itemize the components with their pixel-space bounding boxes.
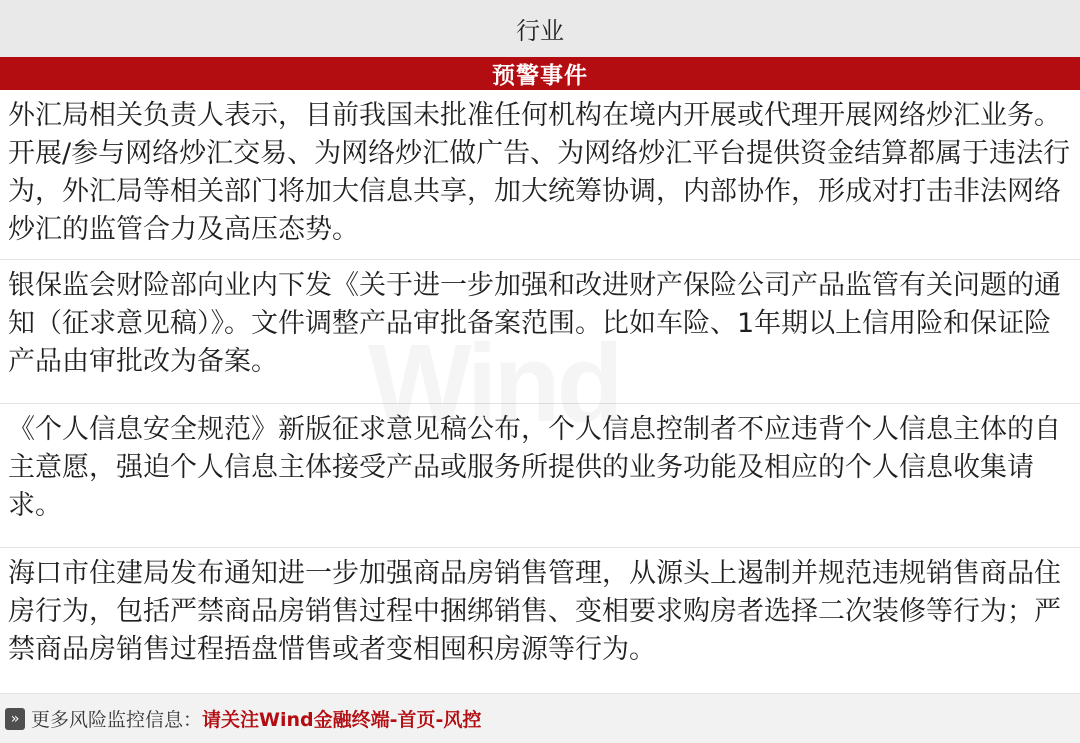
event-item: 海口市住建局发布通知进一步加强商品房销售管理，从源头上遏制并规范违规销售商品住房行为，包括严禁商品房销售过程中捆绑销售、变相要求购房者选择二次装修等行为；严禁商品房销售过程捂盘惜售或者变相囤积房源等行为。 — [0, 548, 1080, 694]
double-chevron-right-icon: » — [5, 708, 25, 730]
page-header — [0, 0, 1080, 57]
event-item: 《个人信息安全规范》新版征求意见稿公布，个人信息控制者不应违背个人信息主体的自主意愿，强迫个人信息主体接受产品或服务所提供的业务功能及相应的个人信息收集请求。 — [0, 404, 1080, 548]
page-title: 行业 — [516, 17, 564, 45]
section-title: 预警事件 — [492, 63, 588, 89]
footer-label: 更多风险监控信息： — [31, 709, 203, 731]
footer-link[interactable]: 请关注Wind金融终端-首页-风控 — [202, 709, 482, 731]
event-item: 银保监会财险部向业内下发《关于进一步加强和改进财产保险公司产品监管有关问题的通知（征求意见稿）》。文件调整产品审批备案范围。比如车险、1年期以上信用险和保证险产品由审批改为备案。 — [0, 260, 1080, 404]
footer-bar — [0, 694, 1080, 743]
event-item: 外汇局相关负责人表示，目前我国未批准任何机构在境内开展或代理开展网络炒汇业务。开展/参与网络炒汇交易、为网络炒汇做广告、为网络炒汇平台提供资金结算都属于违法行为，外汇局等相关部门将加大信息共享，加大统筹协调，内部协作，形成对打击非法网络炒汇的监管合力及高压态势。 — [0, 90, 1080, 260]
section-title-bar — [0, 57, 1080, 90]
event-list — [0, 90, 1080, 694]
